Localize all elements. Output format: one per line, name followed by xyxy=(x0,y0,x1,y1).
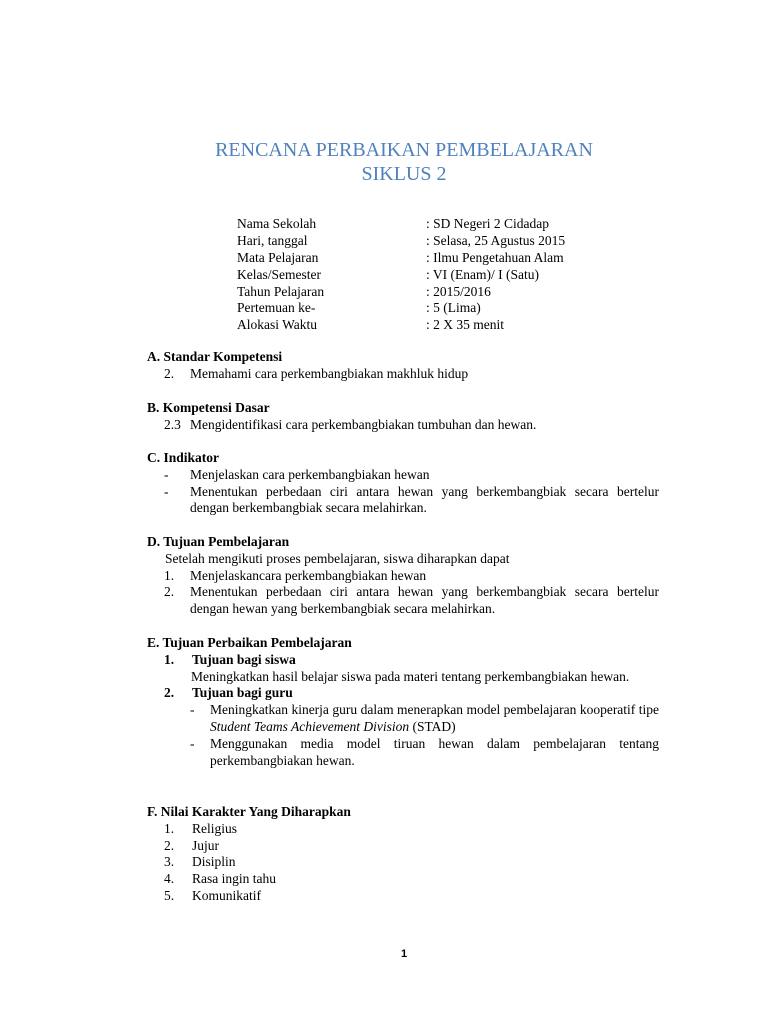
subsection-guru xyxy=(147,685,659,702)
section-heading: D. Tujuan Pembelajaran xyxy=(147,534,290,549)
info-label: Hari, tanggal xyxy=(237,232,308,248)
list-item xyxy=(147,888,659,905)
info-row xyxy=(237,300,565,317)
subsection-body: Meningkatkan hasil belajar siswa pada materi tentang perkembangbiakan hewan. xyxy=(191,668,630,684)
list-item xyxy=(147,417,659,434)
info-label: Alokasi Waktu xyxy=(237,317,318,333)
item-number: 2.3 xyxy=(164,416,181,432)
info-value: : SD Negeri 2 Cidadap xyxy=(426,216,549,231)
info-label: Kelas/Semester xyxy=(237,266,321,282)
section-indikator xyxy=(147,450,659,517)
list-item xyxy=(147,702,659,736)
list-item xyxy=(147,736,659,770)
list-item xyxy=(147,366,659,383)
section-heading: A. Standar Kompetensi xyxy=(147,349,283,364)
item-number: 2. xyxy=(164,365,175,381)
item-text: Komunikatif xyxy=(192,887,261,903)
school-info-table xyxy=(237,216,565,334)
info-row xyxy=(237,284,565,301)
item-text: Disiplin xyxy=(192,854,236,870)
item-text: Religius xyxy=(192,820,238,836)
item-number: 2. xyxy=(164,584,175,600)
info-row xyxy=(237,250,565,267)
item-number: 1. xyxy=(164,567,175,583)
info-value: : 2 X 35 menit xyxy=(426,317,504,333)
info-label: Tahun Pelajaran xyxy=(237,283,325,299)
section-heading: E. Tujuan Perbaikan Pembelajaran xyxy=(147,635,352,650)
info-value: : Selasa, 25 Agustus 2015 xyxy=(426,232,566,248)
item-number: 1. xyxy=(164,820,175,836)
item-text: Menjelaskancara perkembangbiakan hewan xyxy=(190,567,427,583)
item-text-end: (STAD) xyxy=(409,718,456,734)
item-text: Menentukan perbedaan ciri antara hewan yang berkembangbiak secara bertelur dengan berkembangbiak secara melahirkan. xyxy=(190,483,659,516)
subsection-title: Tujuan bagi guru xyxy=(192,685,293,701)
section-intro: Setelah mengikuti proses pembelajaran, siswa diharapkan dapat xyxy=(165,550,510,566)
document-subtitle: SIKLUS 2 xyxy=(361,163,447,185)
info-value: : Ilmu Pengetahuan Alam xyxy=(426,249,564,265)
info-value: : 5 (Lima) xyxy=(426,300,481,316)
info-value: : VI (Enam)/ I (Satu) xyxy=(426,266,539,282)
info-row xyxy=(237,267,565,284)
section-kompetensi-dasar xyxy=(147,400,659,434)
item-number: 1. xyxy=(164,651,175,667)
page-number: 1 xyxy=(400,948,408,960)
section-standar-kompetensi xyxy=(147,349,659,383)
document-title: RENCANA PERBAIKAN PEMBELAJARAN xyxy=(215,139,593,161)
section-tujuan-perbaikan xyxy=(147,635,659,769)
item-number: 3. xyxy=(164,854,175,870)
item-text: Menggunakan media model tiruan hewan dalam pembelajaran tentang perkembangbiakan hewan. xyxy=(210,735,659,768)
item-text: Rasa ingin tahu xyxy=(192,871,276,887)
list-item xyxy=(147,871,659,888)
subsection-title: Tujuan bagi siswa xyxy=(192,651,296,667)
section-heading: C. Indikator xyxy=(147,450,220,465)
info-row xyxy=(237,216,565,233)
item-number: 4. xyxy=(164,871,175,887)
item-text: Memahami cara perkembangbiakan makhluk hidup xyxy=(190,365,469,381)
list-item xyxy=(147,838,659,855)
info-label: Mata Pelajaran xyxy=(237,249,319,265)
info-label: Pertemuan ke- xyxy=(237,300,316,316)
info-label: Nama Sekolah xyxy=(237,216,317,231)
item-dash: - xyxy=(164,483,169,499)
item-dash: - xyxy=(190,702,195,718)
info-value: : 2015/2016 xyxy=(426,283,491,299)
item-number: 5. xyxy=(164,887,175,903)
item-text: Mengidentifikasi cara perkembangbiakan tumbuhan dan hewan. xyxy=(190,416,537,432)
section-heading: F. Nilai Karakter Yang Diharapkan xyxy=(147,804,351,819)
section-heading: B. Kompetensi Dasar xyxy=(147,400,270,415)
list-item xyxy=(147,467,659,484)
info-row xyxy=(237,317,565,334)
section-nilai-karakter xyxy=(147,804,659,905)
item-text xyxy=(210,702,659,736)
item-number: 2. xyxy=(164,685,175,701)
item-dash: - xyxy=(190,735,195,751)
list-item xyxy=(147,568,659,585)
list-item xyxy=(147,584,659,618)
item-number: 2. xyxy=(164,837,175,853)
item-text: Menentukan perbedaan ciri antara hewan yang berkembangbiak secara bertelur dengan hewan yang berkembangbiak secara melahirkan. xyxy=(190,584,659,617)
item-text: Jujur xyxy=(192,837,219,853)
model-name-italic: Student Teams Achievement Division xyxy=(210,718,410,734)
subsection-siswa xyxy=(147,652,659,669)
list-item xyxy=(147,484,659,518)
item-dash: - xyxy=(164,466,169,482)
info-row xyxy=(237,233,565,250)
list-item xyxy=(147,821,659,838)
list-item xyxy=(147,854,659,871)
item-text-start: Meningkatkan kinerja guru dalam menerapkan model pembelajaran kooperatif tipe xyxy=(210,702,659,718)
item-text: Menjelaskan cara perkembangbiakan hewan xyxy=(190,466,430,482)
section-tujuan-pembelajaran xyxy=(147,534,659,618)
